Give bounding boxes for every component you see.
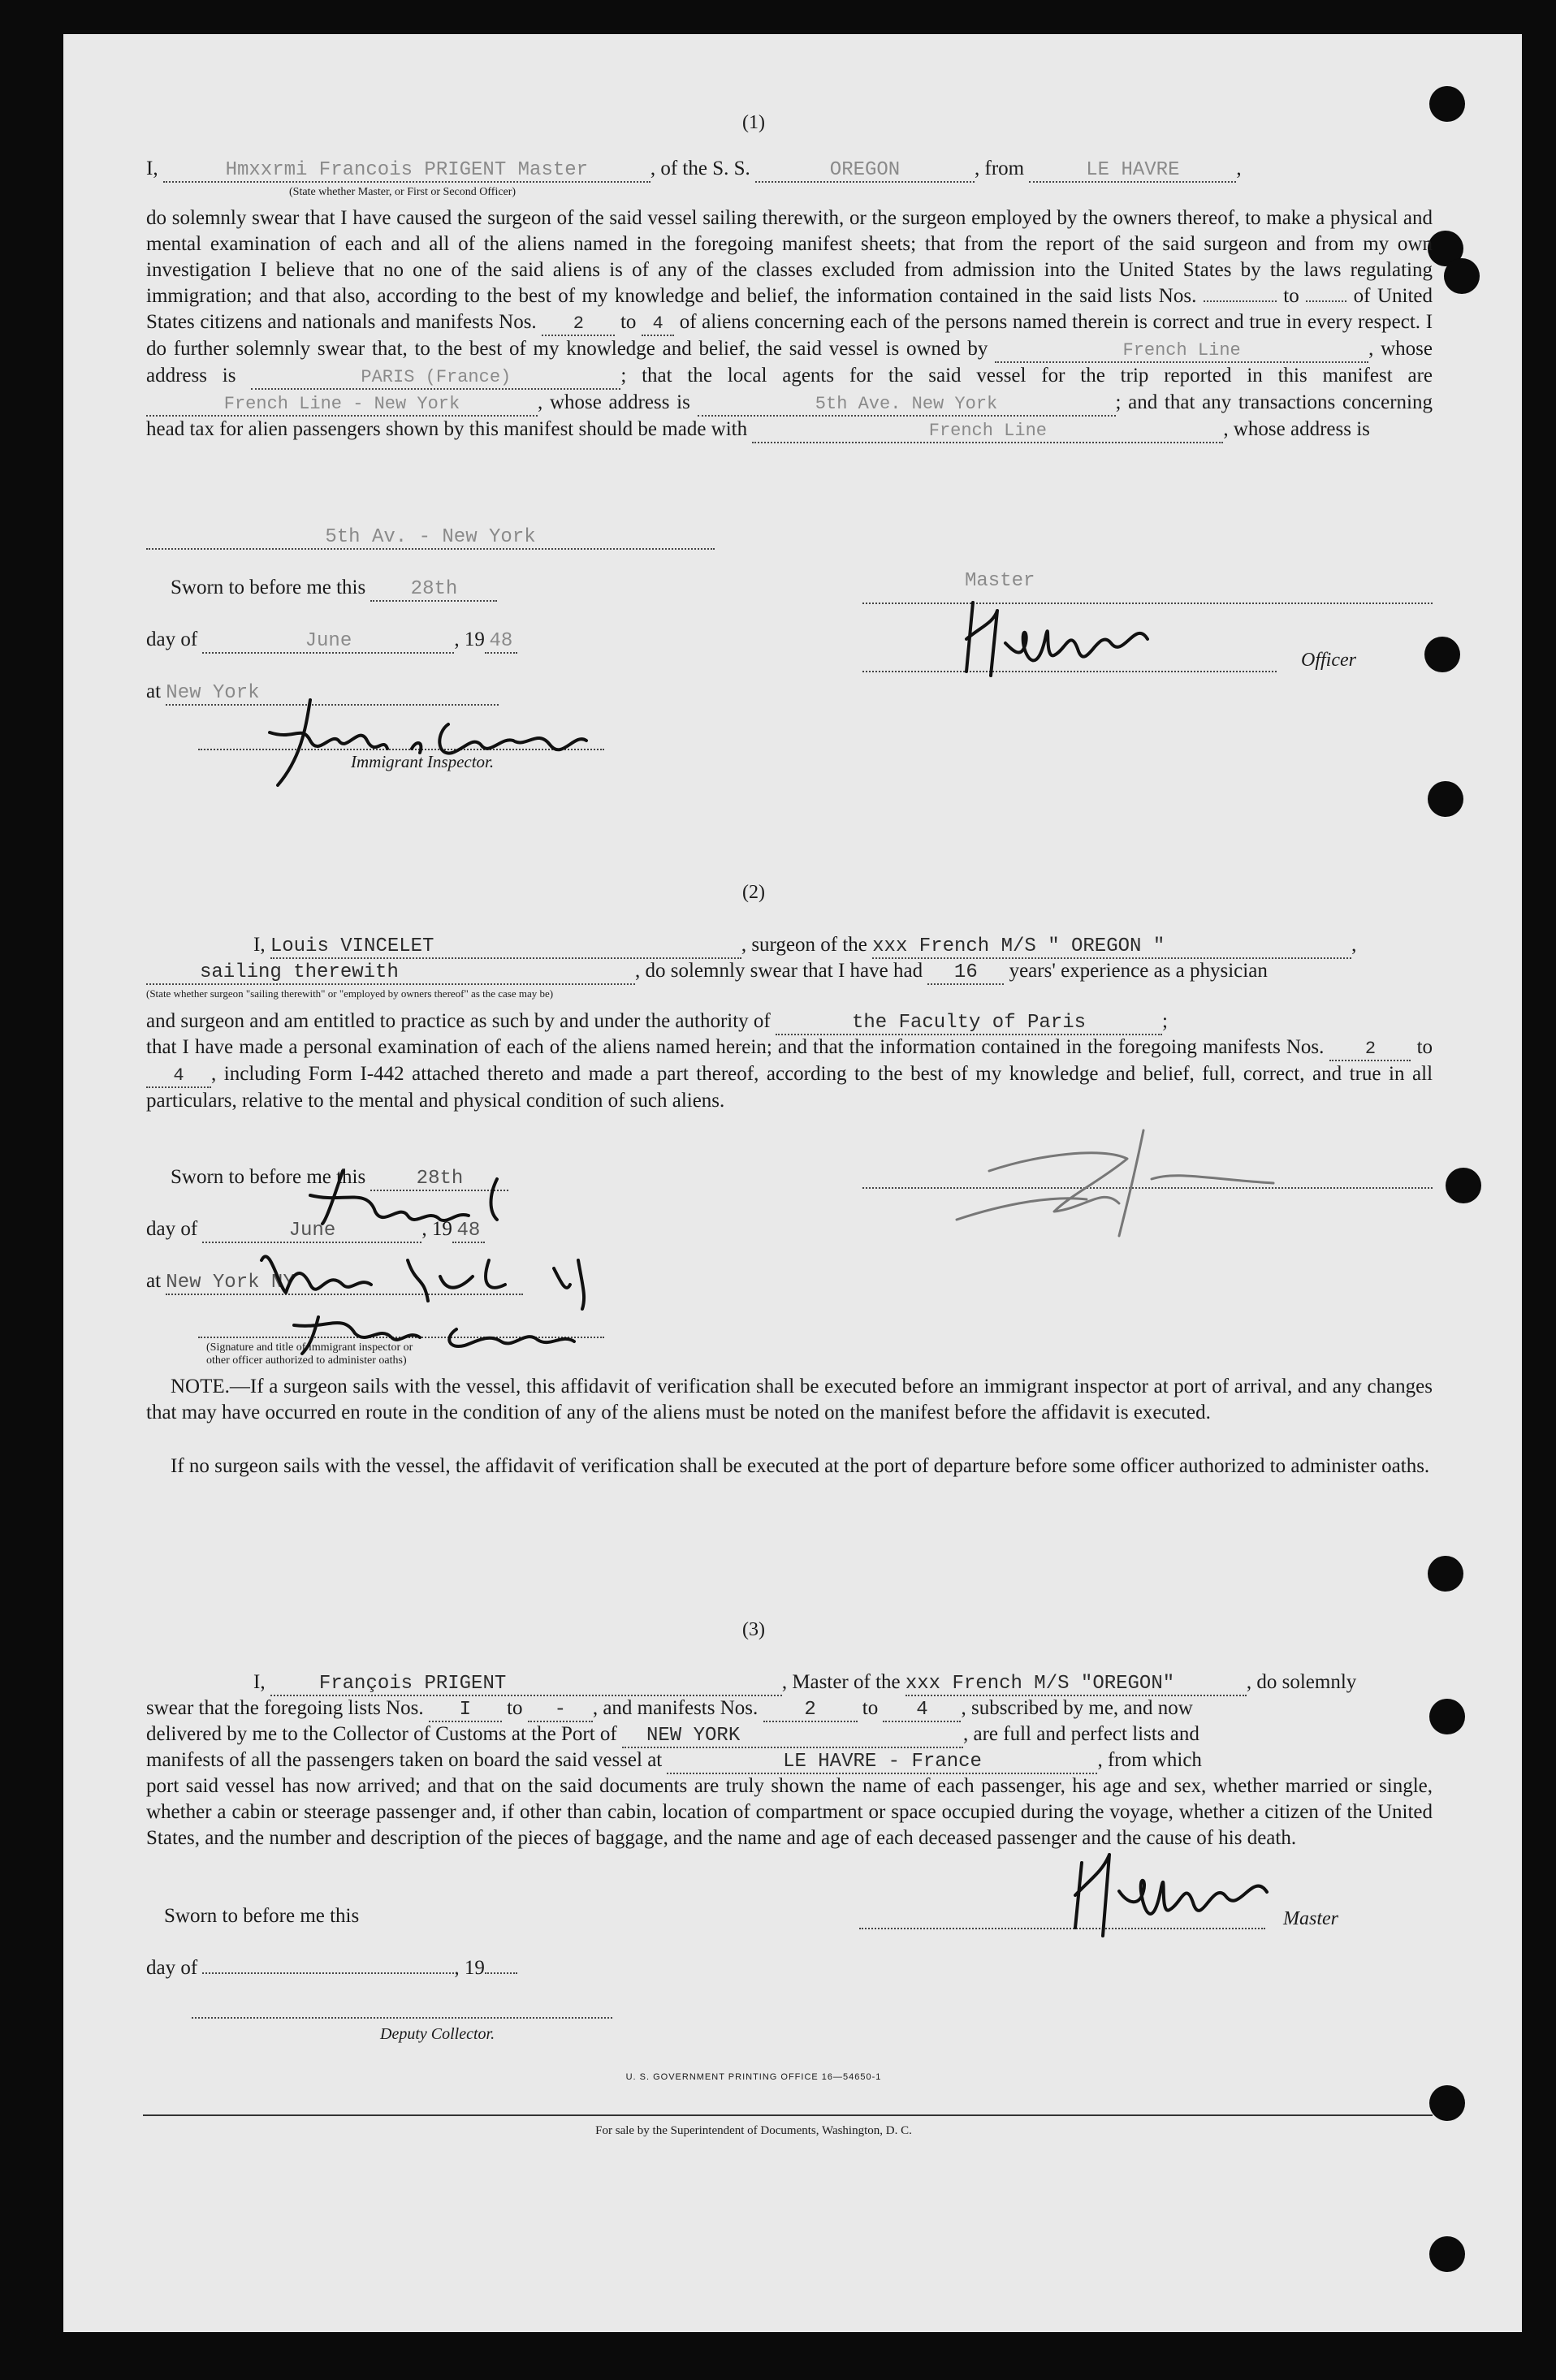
section-3-line-2: swear that the foregoing lists Nos. I to - , and manifests Nos. 2 to 4 , subscribed by me, and now xyxy=(146,1697,1193,1721)
agents-field: French Line - New York xyxy=(146,394,538,417)
head-tax-party-field: French Line xyxy=(752,421,1223,443)
section-2-line-1: I, Louis VINCELET , surgeon of the xxx French M/S " OREGON " , xyxy=(253,934,1357,957)
inspector-signature-2 xyxy=(245,1163,700,1358)
surgeon-month-field: June xyxy=(202,1220,421,1243)
lists-to-field xyxy=(1306,300,1346,302)
head-tax-address-field: 5th Av. - New York xyxy=(146,527,715,550)
ship-name-field: OREGON xyxy=(755,160,975,183)
agent-address-field: 5th Ave. New York xyxy=(698,394,1116,417)
arrival-port-field: NEW YORK xyxy=(622,1726,963,1748)
master-manifest-from: 2 xyxy=(763,1700,858,1722)
section-3-day-line: day of , 19 xyxy=(146,1955,1433,1981)
surgeon-name-field: Louis VINCELET xyxy=(270,936,741,959)
punch-hole xyxy=(1444,258,1480,294)
section-1-day-line: day of June , 19 48 xyxy=(146,627,1433,654)
master-month-field xyxy=(202,1972,454,1974)
head-tax-address-line xyxy=(146,523,1433,550)
authority-field: the Faculty of Paris xyxy=(776,1013,1162,1035)
manifest-to-field: 4 xyxy=(642,313,674,336)
master-lists-from: I xyxy=(429,1700,502,1722)
section-2-sworn-line: Sworn to before me this 28th xyxy=(171,1164,1457,1191)
surgeon-note-2: If no surgeon sails with the vessel, the affidavit of verification shall be executed at the port of departure before some officer authorized to administer oaths. xyxy=(171,1455,1430,1477)
printing-office-line: U. S. GOVERNMENT PRINTING OFFICE 16—54650-1 xyxy=(625,2072,882,2082)
punch-hole xyxy=(1429,2085,1465,2121)
manifest-affidavit-page xyxy=(63,34,1522,2332)
surgeon-place-field: New York NY xyxy=(166,1272,523,1295)
surgeon-sworn-day: 28th xyxy=(370,1168,508,1191)
punch-hole xyxy=(1428,781,1463,817)
place-field: New York xyxy=(166,683,499,706)
master-lists-to: - xyxy=(528,1700,593,1722)
section-1-body: do solemnly swear that I have caused the surgeon of the said vessel sailing therewith, or the surgeon employed by the owners thereof, to make a physical and mental examination of each and all of the aliens named in the foregoing manifest sheets; that from the report of the said surgeon and from my own investigation I believe that no one of the said aliens is of any of the classes excluded from admission into the United States by the laws regulating immigration; and that also, according to the best of my knowledge and belief, the information contained in the said lists Nos. to of United States citizens and nationals and manifests Nos. 2 to 4 of aliens concerning each of the persons named therein is correct and true in every respect. I do further solemnly swear that, to the best of my knowledge and belief, the said vessel is owned by French Line , whose address is PARIS (France) ; that the local agents for the said vessel for the trip reported in this manifest are French Line - New York , whose address is 5th Ave. New York ; and that any transactions concerning head tax for alien passengers shown by this manifest should be made with French Line , whose address is xyxy=(146,205,1433,443)
section-1-line-1: I, Hmxxrmi Francois PRIGENT Master , of the S. S. OREGON , from LE HAVRE , xyxy=(146,158,1242,181)
inspector-caption: Immigrant Inspector. xyxy=(351,752,495,771)
officer-caption: Officer xyxy=(1301,650,1356,671)
collector-caption: Deputy Collector. xyxy=(380,2025,495,2043)
years-field: 16 xyxy=(927,962,1004,985)
master-name-caption: (State whether Master, or First or Second Officer) xyxy=(289,186,517,198)
manifest-from-field: 2 xyxy=(542,313,615,336)
surgeon-year-field: 48 xyxy=(452,1220,485,1243)
capacity-caption: (State whether surgeon "sailing therewith" or "employed by owners thereof" as the case may be) xyxy=(146,987,554,1000)
section-3-number: (3) xyxy=(742,1619,765,1640)
rank-field: Master xyxy=(965,570,1035,592)
section-3-body: port said vessel has now arrived; and that on the said documents are truly shown the name of each passenger, his age and sex, whether married or single, whether a cabin or steerage passenger and, if other than cabin, location of compartment or space occupied during the voyage, whether a citizen of the United States, and the number and description of the pieces of baggage, and the name and age of each deceased passenger and the cause of his death. xyxy=(146,1775,1433,1849)
surgeon-vessel-field: xxx French M/S " OREGON " xyxy=(872,936,1351,959)
master-signature-3 xyxy=(1062,1847,1322,1944)
for-sale-line: For sale by the Superintendent of Documents, Washington, D. C. xyxy=(595,2124,912,2137)
lists-from-field xyxy=(1204,300,1277,302)
master-vessel-field: xxx French M/S "OREGON" xyxy=(906,1674,1247,1696)
sign-caption-2: other officer authorized to administer oaths) xyxy=(206,1354,407,1367)
section-1-sworn-line: Sworn to before me this 28th xyxy=(171,575,1457,602)
departure-port-field: LE HAVRE - France xyxy=(667,1752,1097,1774)
inspector-signature-1 xyxy=(245,692,668,789)
year-field: 48 xyxy=(485,631,517,654)
sworn-day-field: 28th xyxy=(370,579,497,602)
section-3-line-3: delivered by me to the Collector of Customs at the Port of NEW YORK , are full and perfect lists and xyxy=(146,1723,1199,1747)
section-2-body: that I have made a personal examination of each of the aliens named herein; and that the information contained in the foregoing manifests Nos. 2 to 4 , including Form I-442 attached thereto and made a part thereof, according to the best of my knowledge and belief, full, correct, and true in all particulars, relative to the mental and physical condition of such aliens. xyxy=(146,1036,1433,1112)
section-2-line-2: sailing therewith , do solemnly swear that I have had 16 years' experience as a physician xyxy=(146,958,1433,985)
master-manifest-to: 4 xyxy=(883,1700,961,1722)
master-name-field: Hmxxrmi Francois PRIGENT Master xyxy=(163,160,650,183)
section-1-place-line: at New York xyxy=(146,679,1433,706)
owner-address-field: PARIS (France) xyxy=(251,367,620,390)
owner-field: French Line xyxy=(995,340,1368,363)
surgeon-note-1: NOTE.—If a surgeon sails with the vessel, this affidavit of verification shall be executed before an immigrant inspector at port of arrival, and any changes that may have occurred en route in the condition of any of the aliens must be noted on the manifest before the affidavit is executed. xyxy=(146,1376,1433,1423)
section-3-line-4: manifests of all the passengers taken on board the said vessel at LE HAVRE - France , from which xyxy=(146,1749,1202,1773)
punch-hole xyxy=(1429,2236,1465,2272)
section-2-number: (2) xyxy=(742,882,765,903)
section-3-sworn-line: Sworn to before me this xyxy=(164,1905,360,1927)
surgeon-signature xyxy=(940,1122,1282,1244)
surgeon-manifest-to: 4 xyxy=(146,1065,211,1088)
section-2-line-3: and surgeon and am entitled to practice as such by and under the authority of the Faculty of Paris ; xyxy=(146,1010,1168,1034)
punch-hole xyxy=(1429,1699,1465,1734)
surgeon-capacity-field: sailing therewith xyxy=(146,962,635,985)
section-2-place-line: at New York NY xyxy=(146,1268,1433,1295)
punch-hole xyxy=(1428,1556,1463,1592)
section-3-line-1: I, François PRIGENT , Master of the xxx French M/S "OREGON" , do solemnly xyxy=(253,1671,1357,1695)
surgeon-manifest-from: 2 xyxy=(1329,1039,1411,1061)
master-year-field xyxy=(485,1972,517,1974)
section-2-day-line: day of June , 19 48 xyxy=(146,1216,1433,1243)
from-port-field: LE HAVRE xyxy=(1029,160,1236,183)
month-field: June xyxy=(202,631,454,654)
master-caption: Master xyxy=(1283,1908,1338,1929)
master-signature-1 xyxy=(949,594,1208,684)
section-1-number: (1) xyxy=(742,112,765,133)
sign-caption-1: (Signature and title of immigrant inspector or xyxy=(206,1341,413,1354)
master-name-3-field: François PRIGENT xyxy=(270,1674,782,1696)
